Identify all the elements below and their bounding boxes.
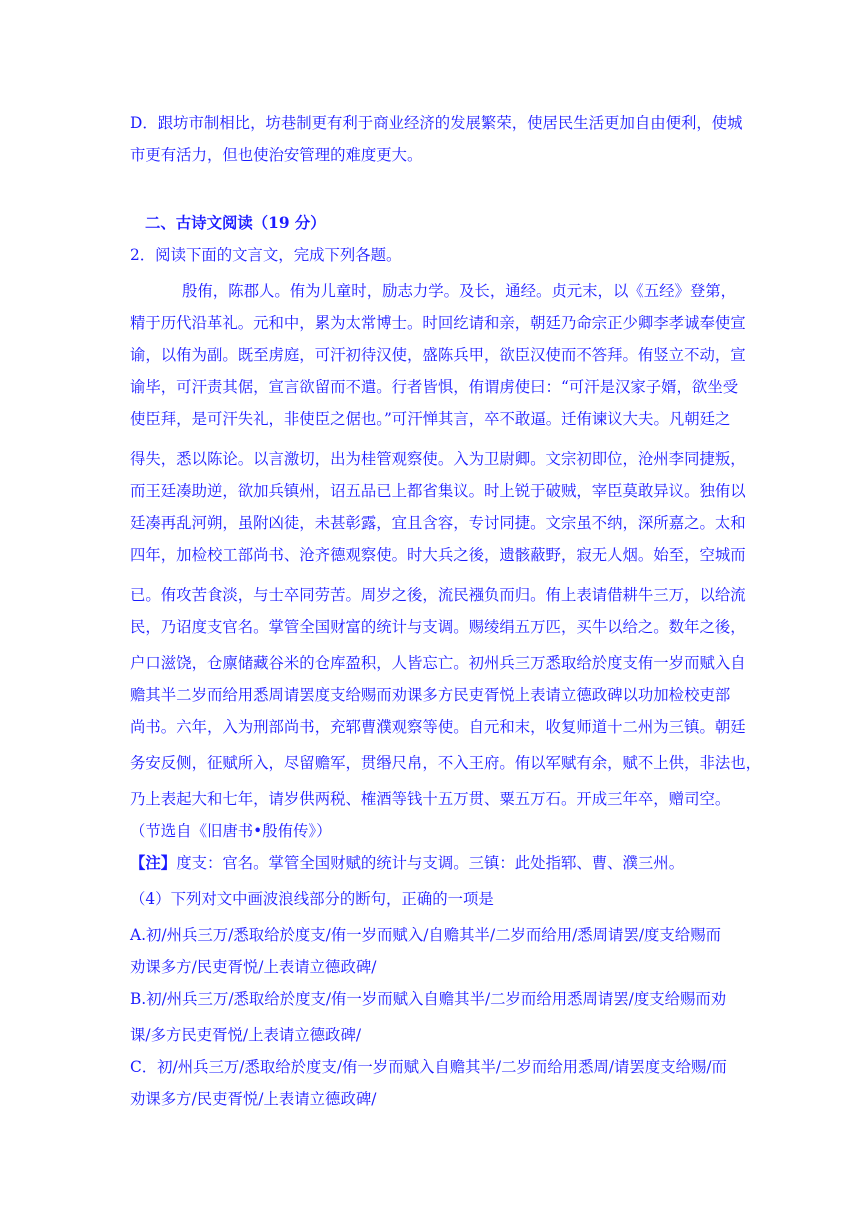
passage-line: 务安反侧，征赋所入，尽留赡军，贯缗尺帛，不入王府。侑以军赋有余，赋不上供，非法也， bbox=[130, 754, 762, 772]
passage-line: 四年，加检校工部尚书、沧齐德观察使。时大兵之後，遗骸蔽野，寂无人烟。始至，空城而 bbox=[130, 546, 746, 564]
passage-line: 已。侑攻苦食淡，与士卒同劳苦。周岁之後，流民襁负而归。侑上表请借耕牛三万，以给流 bbox=[130, 586, 746, 604]
passage-line: 而王廷凑助逆，欲加兵镇州，诏五品已上都省集议。时上锐于破贼，宰臣莫敢异议。独侑以 bbox=[130, 482, 746, 500]
note-mark: 【注】 bbox=[130, 854, 177, 872]
option-d-line-2: 市更有活力，但也使治安管理的难度更大。 bbox=[130, 146, 423, 164]
question-4: （4）下列对文中画波浪线部分的断句，正确的一项是 bbox=[130, 890, 494, 908]
section-title: 二、古诗文阅读（19 分） bbox=[145, 214, 326, 232]
passage-line: 户口滋饶，仓廪储藏谷米的仓库盈积，人皆忘亡。初州兵三万悉取给於度支侑一岁而赋入自 bbox=[130, 654, 746, 672]
passage-line: 殷侑，陈郡人。侑为儿童时，励志力学。及长，通经。贞元末，以《五经》登第， bbox=[182, 282, 737, 300]
option-b-line-2: 课/多方民吏胥悦/上表请立德政碑/ bbox=[130, 1026, 362, 1044]
passage-line: 民，乃诏度支官名。掌管全国财富的统计与支调。赐绫绢五万匹，买牛以给之。数年之後， bbox=[130, 618, 746, 636]
passage-line: 得失，悉以陈论。以言激切，出为桂管观察使。入为卫尉卿。文宗初即位，沧州李同捷叛， bbox=[130, 450, 746, 468]
option-b-line-1: B.初/州兵三万/悉取给於度支/侑一岁而赋入自赡其半/二岁而给用悉周请罢/度支给赐而劝 bbox=[130, 990, 727, 1008]
option-c-line-1: C．初/州兵三万/悉取给於度支/侑一岁而赋入自赡其半/二岁而给用悉周/请罢度支给赐/而 bbox=[130, 1058, 727, 1076]
question-intro: 2．阅读下面的文言文，完成下列各题。 bbox=[130, 246, 402, 264]
passage-line: 谕，以侑为副。既至虏庭，可汗初待汉使，盛陈兵甲，欲臣汉使而不答拜。侑竖立不动，宣 bbox=[130, 346, 746, 364]
passage-line: 廷凑再乱河朔，虽附凶徒，未甚彰露，宜且含容，专讨同捷。文宗虽不纳，深所嘉之。太和 bbox=[130, 514, 746, 532]
passage-line: 谕毕，可汗责其倨，宣言欲留而不遣。行者皆惧，侑谓虏使曰：“可汗是汉家子婿，欲坐受 bbox=[130, 378, 739, 396]
passage-line: 精于历代沿革礼。元和中，累为太常博士。时回纥请和亲，朝廷乃命宗正少卿李孝诚奉使宣 bbox=[130, 314, 746, 332]
note-text: 度支：官名。掌管全国财赋的统计与支调。三镇：此处指郓、曹、濮三州。 bbox=[176, 854, 685, 872]
note bbox=[130, 853, 684, 873]
option-d-line-1: D．跟坊市制相比，坊巷制更有利于商业经济的发展繁荣，使居民生活更加自由便利，使城 bbox=[130, 114, 743, 132]
passage-source: （节选自《旧唐书•殷侑传》） bbox=[130, 822, 332, 840]
passage-line: 使臣拜，是可汗失礼，非使臣之倨也。”可汗惮其言，卒不敢逼。迁侑谏议大夫。凡朝廷之 bbox=[130, 410, 731, 428]
passage-line: 尚书。六年，入为刑部尚书，充郓曹濮观察等使。自元和末，收复师道十二州为三镇。朝廷 bbox=[130, 718, 746, 736]
option-c-line-2: 劝课多方/民吏胥悦/上表请立德政碑/ bbox=[130, 1090, 377, 1108]
passage-line: 乃上表起大和七年，请岁供两税、榷酒等钱十五万贯、粟五万石。开成三年卒，赠司空。 bbox=[130, 790, 731, 808]
option-a-line-1: A.初/州兵三万/悉取给於度支/侑一岁而赋入/自赡其半/二岁而给用/悉周请罢/度支给赐而 bbox=[130, 926, 721, 944]
passage-line: 赡其半二岁而给用悉周请罢度支给赐而劝课多方民吏胥悦上表请立德政碑以功加检校吏部 bbox=[130, 686, 731, 704]
option-a-line-2: 劝课多方/民吏胥悦/上表请立德政碑/ bbox=[130, 958, 377, 976]
